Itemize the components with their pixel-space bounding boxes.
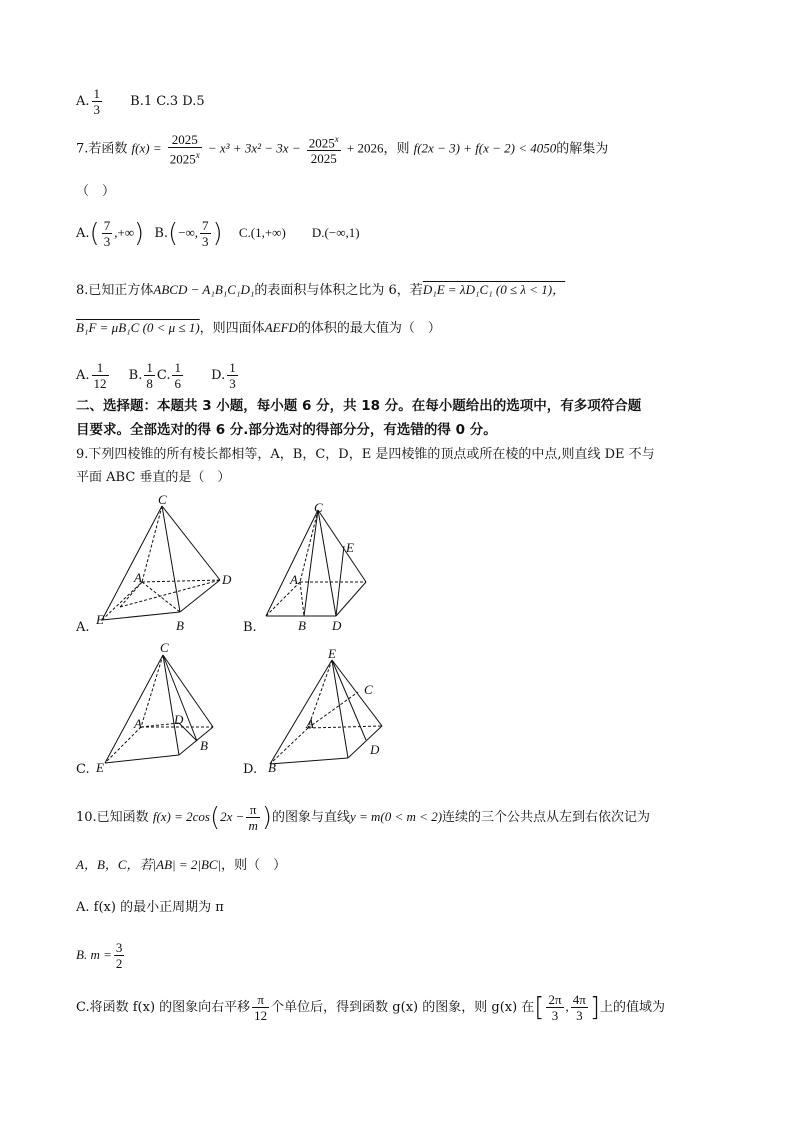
q10-points: A，B，C，若 (76, 857, 153, 872)
q7-frac2: $\frac{2025^x}{2025}$ (308, 134, 339, 167)
fig-a-point-c: C (158, 492, 167, 507)
q7-option-a-label: A. (76, 226, 90, 241)
fig-b-point-c: C (314, 500, 323, 515)
q6-option-a-label: A. (76, 94, 90, 109)
fig-a-point-a: A (134, 570, 142, 585)
q8-line1 (76, 280, 565, 301)
fig-b-point-e: E (346, 540, 354, 555)
q10-func: f(x) = 2cos (152, 809, 210, 824)
q10-line1: 10.已知函数 f(x) = 2cos(2x − $\frac{\pi}{m}$ )的图象与直线y = m(0 < m < 2)连续的三个公共点从左到右依次记为 (76, 802, 651, 833)
q6-options (76, 86, 205, 117)
q7-option-c: C.(1,+∞) (238, 225, 286, 240)
q9-line2: 平面 ABC 垂直的是（ ） (76, 470, 231, 485)
fig-b-label: B. (243, 620, 257, 635)
q7-inequality: f(2x − 3) + f(x − 2) < 4050 (413, 140, 557, 156)
fig-a-point-b: B (176, 618, 184, 633)
q9-figure-d (262, 650, 412, 770)
fig-d-point-a: A (306, 716, 314, 731)
q7-stem (76, 132, 608, 166)
q10-line2 (76, 855, 286, 876)
q8-vector-bf: B₁F = μB₁C (0 < μ ≤ 1) (76, 320, 200, 335)
q10-option-c: C.将函数 f(x) 的图象向右平移 $\frac{\pi}{12}$ 个单位后，得到函数 g(x) 的图象，则 g(x) 在[ $\frac{2\pi}{3}$ , $\frac{4\pi}{3}$ ]上的值域为 (76, 992, 666, 1023)
section2-heading-line2: 目要求。全部选对的得 6 分.部分选对的得部分分，有选错的得 0 分。 (76, 422, 497, 438)
fig-d-point-e: E (328, 646, 336, 661)
q10-tail: 连续的三个公共点从左到右依次记为 (442, 810, 651, 825)
q7-options: A.( $\frac{7}{3}$ ,+∞) B.(−∞, $\frac{7}{3}$ ) C.(1,+∞) D.(−∞,1) (76, 218, 360, 249)
q10-option-b: B. m = $\frac{3}{2}$ (76, 940, 123, 971)
q7-frac1: $\frac{2025}{2025^x}$ (169, 132, 200, 167)
q8-text2: ，则四面体 (199, 321, 265, 336)
fig-d-point-c: C (364, 682, 373, 697)
q9-figure-c (95, 645, 245, 770)
q6-option-a-fraction: $\frac{1}{3}$ (93, 86, 101, 117)
q8-text3: 的体积的最大值为（ ） (297, 321, 441, 336)
q8-option-a-label: A. (76, 368, 90, 383)
q10-condition: |AB| = 2|BC| (152, 857, 222, 872)
fig-d-point-b: B (268, 760, 276, 775)
fig-c-point-d: D (174, 712, 184, 727)
q8-option-c-label: C. (156, 368, 171, 383)
q9-figure-a (90, 492, 250, 632)
q8-option-d-label: D. (211, 368, 226, 383)
q9-figure-b (260, 500, 410, 625)
fig-a-point-d: D (222, 572, 232, 587)
fig-c-point-b: B (200, 738, 208, 753)
q8-prefix: 8.已知正方体 (76, 283, 154, 298)
q7-answer-paren: （ ） (76, 184, 116, 199)
q7-prefix: 7.若函数 (76, 141, 128, 157)
fig-d-point-d: D (370, 742, 380, 757)
q8-vector-de: D₁E = λD₁C₁ (0 ≤ λ < 1)， (422, 282, 566, 297)
fig-b-point-d: D (332, 618, 342, 633)
q8-options: A. $\frac{1}{12}$ B. $\frac{1}{8}$ C. $\frac{1}{6}$ D. $\frac{1}{3}$ (76, 360, 236, 391)
fig-b-point-a: A (290, 572, 298, 587)
q9-line1: 9.下列四棱锥的所有棱长都相等，A，B，C，D，E 是四棱锥的顶点或所在棱的中点,则直线 DE 不与 (76, 447, 655, 462)
q8-cube: ABCD − A₁B₁C₁D₁ (153, 282, 255, 297)
section2-heading-line1: 二、选择题：本题共 3 小题，每小题 6 分，共 18 分。在每小题给出的选项中，有多项符合题 (76, 398, 642, 414)
fig-d-label: D. (243, 762, 258, 777)
q8-line2 (76, 318, 441, 339)
fig-c-point-c: C (160, 640, 169, 655)
q8-text1: 的表面积与体积之比为 6，若 (254, 283, 423, 298)
q8-option-b-label: B. (128, 368, 143, 383)
q7-tail: + 2026，则 (346, 140, 410, 156)
fig-c-label: C. (76, 762, 90, 777)
q7-option-d: D.(−∞,1) (311, 225, 360, 240)
q10-ask: ，则（ ） (221, 858, 287, 873)
q10-prefix: 10.已知函数 (76, 810, 149, 825)
fig-a-label: A. (76, 620, 90, 635)
q7-option-b-label: B. (154, 226, 169, 241)
q6-options-bcd: B.1 C.3 D.5 (130, 94, 205, 109)
q10-mid: 的图象与直线 (271, 810, 350, 825)
q10-option-a: A. f(x) 的最小正周期为 π (76, 900, 224, 915)
q7-mid: − x³ + 3x² − 3x − (207, 140, 301, 156)
fig-c-point-e: E (96, 760, 104, 775)
fig-a-point-e: E (96, 612, 104, 627)
q10-line-eq: y = m(0 < m < 2) (350, 809, 443, 824)
fig-b-point-b: B (298, 618, 306, 633)
q7-ask: 的解集为 (556, 141, 609, 157)
q8-tetra: AEFD (264, 320, 298, 335)
q7-func: f(x) = (131, 140, 162, 156)
fig-c-point-a: A (134, 716, 142, 731)
